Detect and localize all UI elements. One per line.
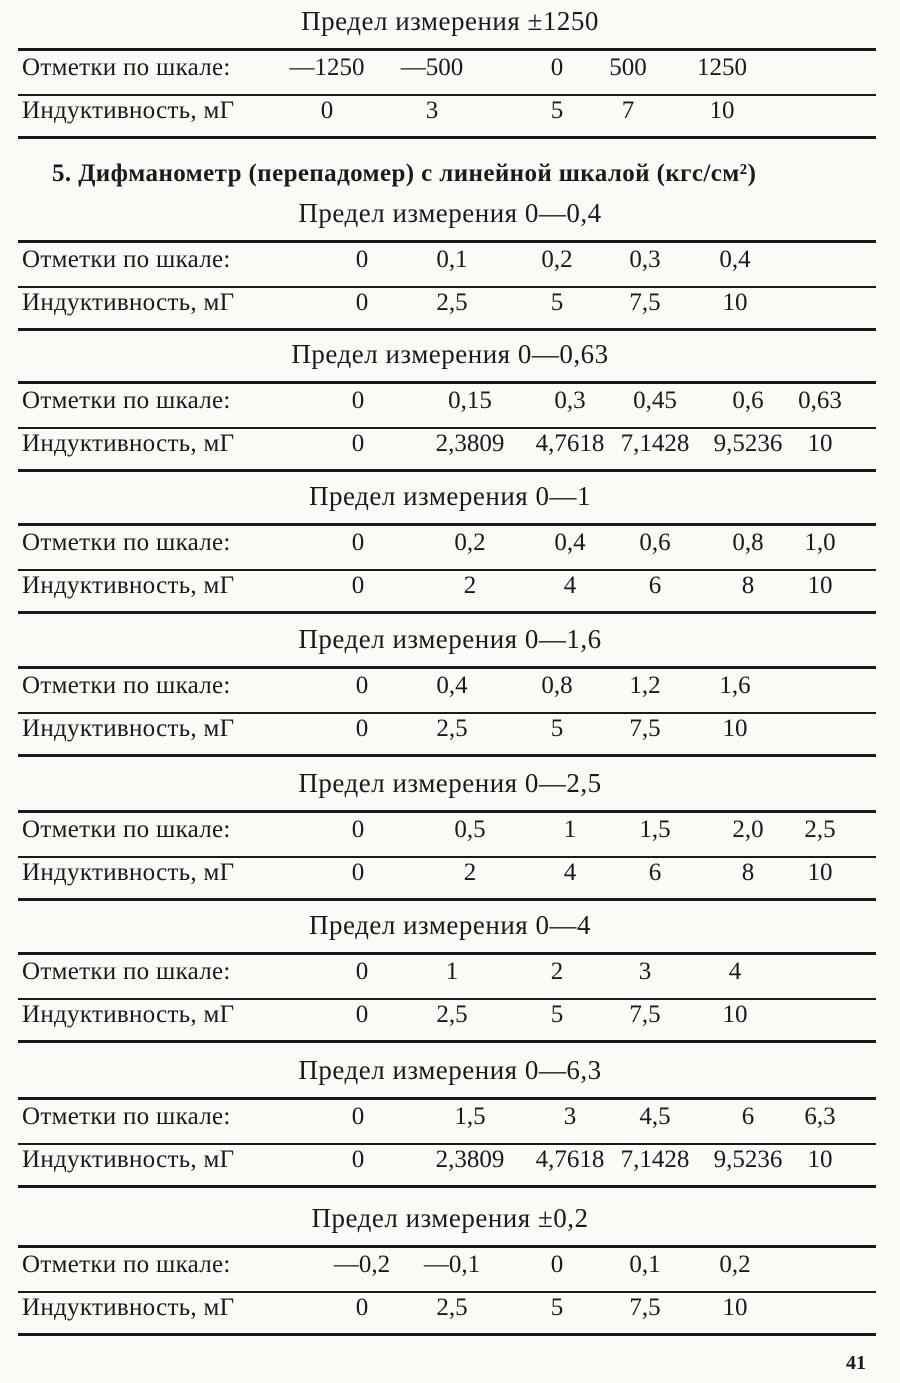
table-cell: 4,7618 [535, 1146, 605, 1173]
row-label: Индуктивность, мГ [22, 289, 235, 316]
row-label: Индуктивность, мГ [22, 97, 235, 124]
table-cell: 7,5 [629, 1001, 661, 1028]
table-cell: 0,2 [454, 529, 486, 556]
table-cell: 4,5 [639, 1103, 671, 1130]
table-cell: 0 [351, 859, 365, 886]
table-cell: 0,2 [719, 1251, 751, 1278]
table-cell: 0 [355, 246, 369, 273]
table-cell: 2,5 [804, 816, 836, 843]
table-cell: 6 [648, 859, 662, 886]
table-cell: 10 [722, 289, 748, 316]
inductance-row [0, 289, 900, 331]
table-cell: —500 [400, 54, 464, 81]
table-mid-rule [18, 1143, 876, 1145]
scale-marks-row [0, 54, 900, 96]
table-cell: 7,1428 [620, 430, 690, 457]
table-cell: 2 [463, 572, 477, 599]
table-cell: 6,3 [804, 1103, 836, 1130]
table-cell: 6 [741, 1103, 755, 1130]
table-cell: 1,5 [639, 816, 671, 843]
row-label: Индуктивность, мГ [22, 715, 235, 742]
inductance-row [0, 859, 900, 901]
table-mid-rule [18, 998, 876, 1000]
table-cell: 0 [355, 1001, 369, 1028]
scale-marks-row [0, 387, 900, 429]
table-cell: 0 [355, 289, 369, 316]
table-cell: 0,4 [719, 246, 751, 273]
table-cell: 1 [445, 958, 459, 985]
table-cell: 3 [425, 97, 439, 124]
table-top-rule [18, 810, 876, 813]
inductance-row [0, 430, 900, 472]
table-bottom-rule [18, 754, 876, 757]
section-heading: 5. Дифманометр (перепадомер) с линейной шкалой (кгс/см²) [52, 160, 757, 187]
table-bottom-rule [18, 328, 876, 331]
table-caption: Предел измерения 0—1 [309, 481, 591, 511]
row-label: Отметки по шкале: [22, 672, 231, 699]
table-cell: 0,8 [732, 529, 764, 556]
table-top-rule [18, 48, 876, 51]
table-caption: Предел измерения 0—0,63 [291, 339, 609, 369]
scale-marks-row [0, 958, 900, 1000]
table-cell: 2,5 [436, 715, 468, 742]
table-cell: 0 [355, 958, 369, 985]
table-cell: 5 [550, 1001, 564, 1028]
table-cell: 2,0 [732, 816, 764, 843]
row-label: Отметки по шкале: [22, 54, 231, 81]
table-caption: Предел измерения ±0,2 [311, 1203, 589, 1233]
row-label: Индуктивность, мГ [22, 1001, 235, 1028]
scale-marks-row [0, 1103, 900, 1145]
table-bottom-rule [18, 136, 876, 139]
scale-marks-row [0, 529, 900, 571]
table-cell: 2,5 [436, 1294, 468, 1321]
table-cell: 10 [709, 97, 735, 124]
row-label: Индуктивность, мГ [22, 859, 235, 886]
table-cell: 2,5 [436, 1001, 468, 1028]
table-cell: 5 [550, 289, 564, 316]
row-label: Индуктивность, мГ [22, 430, 235, 457]
table-cell: 0,45 [633, 387, 677, 414]
table-top-rule [18, 666, 876, 669]
table-cell: 8 [741, 859, 755, 886]
table-mid-rule [18, 856, 876, 858]
table-cell: 0,6 [639, 529, 671, 556]
table-cell: 5 [550, 715, 564, 742]
inductance-row [0, 1146, 900, 1188]
table-cell: 2 [463, 859, 477, 886]
table-cell: 10 [807, 572, 833, 599]
table-cell: 10 [807, 859, 833, 886]
table-cell: 9,5236 [713, 1146, 783, 1173]
table-cell: 0,4 [554, 529, 586, 556]
table-cell: 10 [722, 715, 748, 742]
table-cell: 1,5 [454, 1103, 486, 1130]
table-cell: 4 [563, 572, 577, 599]
row-label: Индуктивность, мГ [22, 1146, 235, 1173]
table-cell: 0 [550, 1251, 564, 1278]
table-cell: 4 [563, 859, 577, 886]
table-mid-rule [18, 1291, 876, 1293]
table-cell: 2,5 [436, 289, 468, 316]
table-cell: 7,5 [629, 715, 661, 742]
table-top-rule [18, 952, 876, 955]
table-cell: 0 [351, 1103, 365, 1130]
table-cell: 10 [722, 1001, 748, 1028]
row-label: Индуктивность, мГ [22, 572, 235, 599]
table-top-rule [18, 1097, 876, 1100]
row-label: Отметки по шкале: [22, 1251, 231, 1278]
table-cell: 0 [355, 672, 369, 699]
table-cell: 0 [351, 816, 365, 843]
inductance-row [0, 97, 900, 139]
table-caption: Предел измерения 0—1,6 [298, 624, 602, 654]
page-number: 41 [846, 1352, 866, 1374]
table-mid-rule [18, 286, 876, 288]
row-label: Отметки по шкале: [22, 387, 231, 414]
table-cell: 7,5 [629, 1294, 661, 1321]
table-cell: 0,2 [541, 246, 573, 273]
inductance-row [0, 572, 900, 614]
table-bottom-rule [18, 898, 876, 901]
table-cell: 4 [728, 958, 742, 985]
table-cell: 5 [550, 97, 564, 124]
table-cell: 0 [351, 1146, 365, 1173]
row-label: Отметки по шкале: [22, 246, 231, 273]
table-cell: 10 [722, 1294, 748, 1321]
table-cell: 0,3 [554, 387, 586, 414]
table-cell: 0 [351, 430, 365, 457]
table-cell: 4,7618 [535, 430, 605, 457]
table-bottom-rule [18, 1333, 876, 1336]
table-bottom-rule [18, 469, 876, 472]
inductance-row [0, 1294, 900, 1336]
table-cell: 2 [550, 958, 564, 985]
table-cell: 2,3809 [435, 430, 505, 457]
table-cell: 0,8 [541, 672, 573, 699]
table-mid-rule [18, 569, 876, 571]
inductance-row [0, 715, 900, 757]
row-label: Отметки по шкале: [22, 816, 231, 843]
table-cell: 0,5 [454, 816, 486, 843]
table-caption: Предел измерения 0—2,5 [298, 768, 602, 798]
table-top-rule [18, 1245, 876, 1248]
table-cell: 9,5236 [713, 430, 783, 457]
table-cell: 0 [351, 529, 365, 556]
scale-marks-row [0, 672, 900, 714]
table-caption: Предел измерения 0—6,3 [298, 1055, 602, 1085]
table-cell: 7,5 [629, 289, 661, 316]
table-cell: 500 [609, 54, 647, 81]
table-caption: Предел измерения 0—4 [309, 910, 591, 940]
table-cell: —0,2 [333, 1251, 391, 1278]
table-cell: 0,15 [448, 387, 492, 414]
table-cell: 0 [351, 387, 365, 414]
table-cell: 3 [563, 1103, 577, 1130]
table-cell: 1250 [697, 54, 747, 81]
row-label: Отметки по шкале: [22, 529, 231, 556]
table-cell: 0,6 [732, 387, 764, 414]
table-caption: Предел измерения ±1250 [301, 6, 599, 36]
table-cell: 7,1428 [620, 1146, 690, 1173]
table-cell: 1,6 [719, 672, 751, 699]
table-top-rule [18, 523, 876, 526]
table-bottom-rule [18, 611, 876, 614]
table-caption: Предел измерения 0—0,4 [298, 198, 602, 228]
table-cell: 10 [807, 1146, 833, 1173]
table-cell: —0,1 [423, 1251, 481, 1278]
table-cell: 5 [550, 1294, 564, 1321]
table-cell: 0 [351, 572, 365, 599]
table-mid-rule [18, 712, 876, 714]
table-cell: 6 [648, 572, 662, 599]
table-cell: 10 [807, 430, 833, 457]
table-bottom-rule [18, 1040, 876, 1043]
scale-marks-row [0, 816, 900, 858]
table-cell: 0,4 [436, 672, 468, 699]
table-cell: 0 [320, 97, 334, 124]
table-cell: 0,63 [798, 387, 842, 414]
table-cell: 2,3809 [435, 1146, 505, 1173]
table-cell: 7 [621, 97, 635, 124]
table-mid-rule [18, 427, 876, 429]
table-cell: 8 [741, 572, 755, 599]
table-cell: —1250 [289, 54, 365, 81]
table-cell: 3 [638, 958, 652, 985]
scale-marks-row [0, 1251, 900, 1293]
table-cell: 0 [355, 1294, 369, 1321]
table-cell: 1 [563, 816, 577, 843]
table-top-rule [18, 381, 876, 384]
table-top-rule [18, 240, 876, 243]
table-cell: 0 [550, 54, 564, 81]
row-label: Отметки по шкале: [22, 958, 231, 985]
row-label: Индуктивность, мГ [22, 1294, 235, 1321]
table-cell: 1,2 [629, 672, 661, 699]
table-cell: 0,3 [629, 246, 661, 273]
table-bottom-rule [18, 1185, 876, 1188]
inductance-row [0, 1001, 900, 1043]
table-cell: 0,1 [436, 246, 468, 273]
row-label: Отметки по шкале: [22, 1103, 231, 1130]
table-mid-rule [18, 94, 876, 96]
table-cell: 0,1 [629, 1251, 661, 1278]
table-cell: 0 [355, 715, 369, 742]
table-cell: 1,0 [804, 529, 836, 556]
scale-marks-row [0, 246, 900, 288]
